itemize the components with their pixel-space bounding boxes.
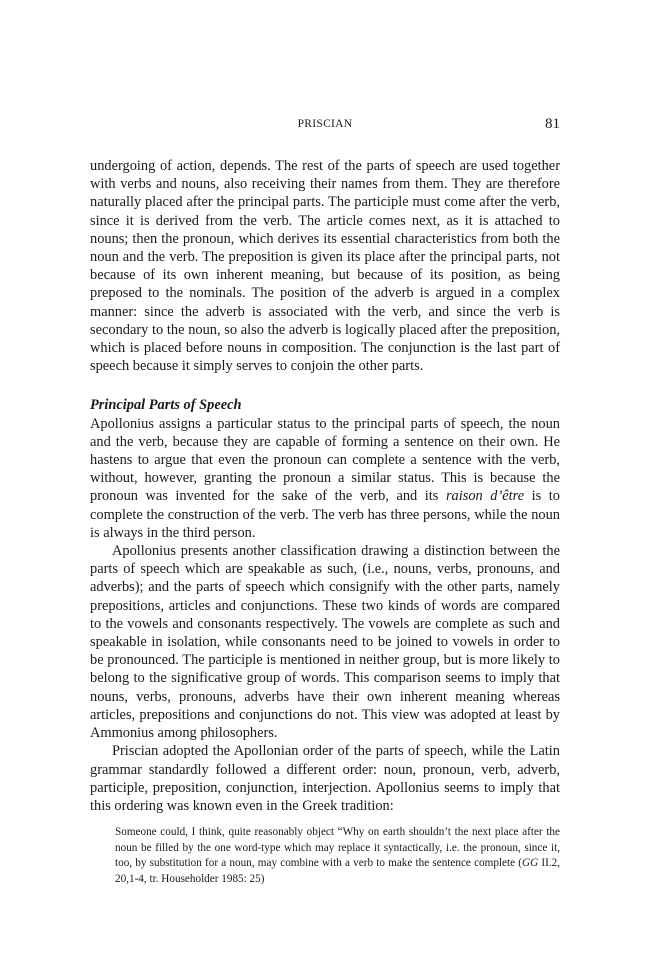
paragraph-text: Apollonius assigns a particular status to the principal parts of speech, the noun and the verb, because they are capable of forming a sentence on their own. He hastens to argue that even the pronoun can complete a sentence with the verb, without, however, granting the pronoun a similar status. This is because the pronoun was invented for the sake of the verb, and its: [90, 415, 560, 505]
paragraph-classification: Apollonius presents another classification drawing a distinction between the parts of speech which are speakable as such, (i.e., nouns, verbs, pronouns, and adverbs); and the parts of speech which consignify with the other parts, namely prepositions, articles and conjunctions. These two kinds of words are compared to the vowels and consonants respectively. The vowels are complete as such and speakable in isolation, while consonants need to be joined to vowels in order to be pronounced. The participle is mentioned in neither group, but is more likely to belong to the significative group of words. This comparison seems to imply that nouns, verbs, pronouns, adverbs have their own inherent meaning whereas articles, prepositions and conjunctions do not. This view was adopted at least by Ammonius among philosophers.: [90, 543, 560, 742]
running-header: [90, 118, 560, 136]
page-number: 81: [545, 116, 560, 132]
quote-text: II.2, 20,1-4, tr. Householder 1985: 25): [115, 857, 560, 885]
quote-italic: GG: [522, 857, 539, 870]
italic-phrase: raison d’être: [445, 488, 525, 505]
section-heading: Principal Parts of Speech: [90, 397, 242, 414]
paragraph-text: is to complete the construction of the verb. The verb has three persons, while the noun is always in the third person.: [90, 488, 560, 541]
paragraph-parts-order: undergoing of action, depends. The rest of the parts of speech are used together with verbs and nouns, also receiving their names from them. They are therefore naturally placed after the principal parts. The participle must come after the verb, since it is derived from the verb. The article comes next, as it is attached to nouns; then the pronoun, which derives its essential characteristics from both the noun and the verb. The preposition is given its place after the principal parts, not because of its own inherent meaning, but because of its position, as being preposed to the nominals. The position of the adverb is argued in a complex manner: since the adverb is associated with the verb, and since the verb is secondary to the noun, so also the adverb is logically placed after the preposition, which is placed before nouns in composition. The conjunction is the last part of speech because it simply serves to conjoin the other parts.: [90, 158, 560, 375]
paragraph-priscian-order: Priscian adopted the Apollonian order of the parts of speech, while the Latin grammar standardly followed a different order: noun, pronoun, verb, adverb, participle, preposition, conjunction, interjection. Apollonius seems to imply that this ordering was known even in the Greek tradition:: [90, 743, 560, 814]
block-quote: [115, 825, 560, 887]
quote-text: Someone could, I think, quite reasonably object “Why on earth shouldn’t the next place after the noun be filled by the one word-type which may replace it syntactically, i.e. the pronoun, since it, too, by substitution for a noun, may combine with a verb to make the sentence complete (: [115, 826, 560, 870]
running-title: PRISCIAN: [297, 118, 353, 130]
paragraph-principal-parts: [90, 415, 560, 542]
body-text: [90, 157, 560, 887]
